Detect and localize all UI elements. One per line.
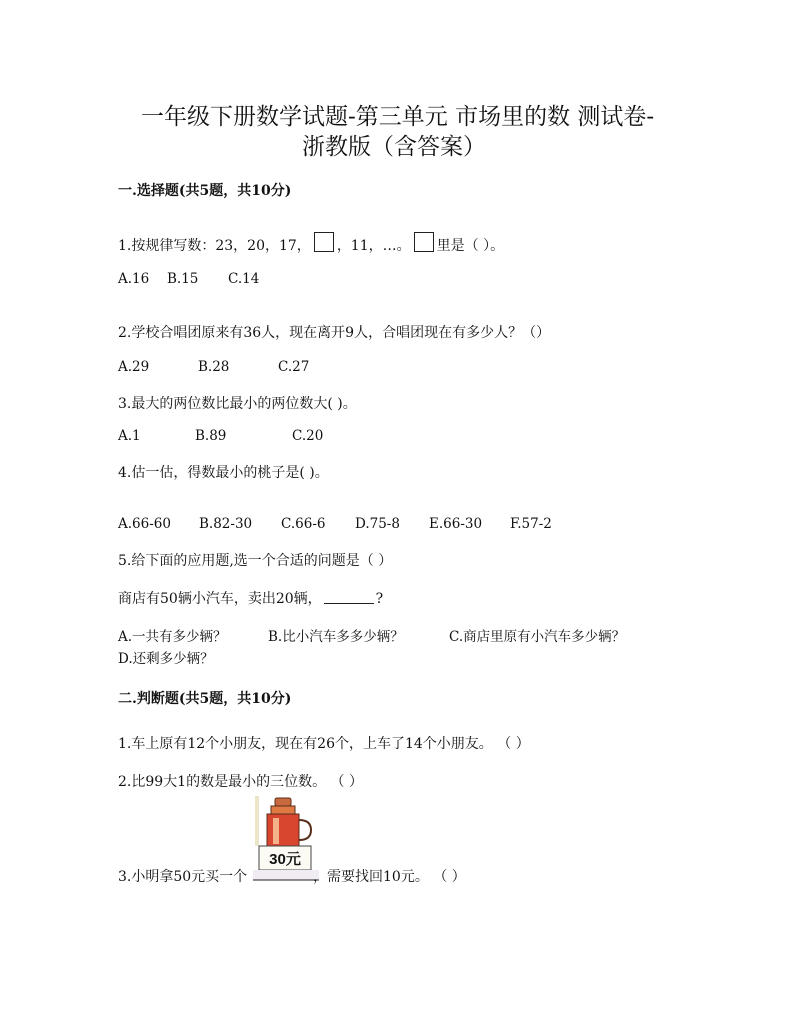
question-4-option-f: F.57-2	[510, 516, 552, 532]
judge-question-2: 2.比99大1的数是最小的三位数。 （ ）	[118, 774, 363, 790]
question-2-option-a: A.29	[118, 359, 150, 375]
question-2: 2.学校合唱团原来有36人，现在离开9人，合唱团现在有多少人？（）	[118, 325, 551, 341]
backdrop	[255, 796, 259, 846]
bottle-neck	[271, 806, 295, 814]
question-5-problem-end: ?	[375, 591, 384, 607]
answer-blank	[324, 591, 374, 604]
price-tag-text: 30元	[269, 851, 301, 868]
thermos-bottle-illustration	[253, 796, 319, 882]
question-1-option-c: C.14	[228, 271, 260, 287]
question-4-option-c: C.66-6	[281, 516, 326, 532]
bottle-handle	[299, 820, 311, 840]
question-1-option-b: B.15	[167, 271, 199, 287]
question-1-text-c: 里是（ ）。	[436, 238, 505, 254]
question-5-option-d: D.还剩多少辆？	[118, 651, 214, 667]
judge-question-3-end: ，需要找回10元。 （ ）	[313, 869, 466, 885]
question-5-option-a: A.一共有多少辆？	[118, 629, 227, 645]
question-2-option-b: B.28	[198, 359, 230, 375]
blank-box	[314, 232, 334, 252]
page-title-line2: 浙教版（含答案）	[302, 134, 486, 160]
question-1-text-a: 1.按规律写数：23，20，17，	[118, 238, 311, 254]
bottle-body	[267, 814, 299, 848]
question-4-option-a: A.66-60	[118, 516, 171, 532]
question-1-option-a: A.16	[118, 271, 150, 287]
section-heading-choice: 一.选择题(共5题，共10分)	[118, 183, 292, 199]
section-heading-judge: 二.判断题(共5题，共10分)	[118, 691, 292, 707]
question-5-option-b: B.比小汽车多多少辆？	[268, 629, 404, 645]
question-4: 4.估一估，得数最小的桃子是( )。	[118, 465, 329, 481]
question-5-option-c: C.商店里原有小汽车多少辆？	[449, 629, 626, 645]
question-5-problem	[118, 588, 383, 608]
bottle-cap	[275, 798, 291, 806]
bottle-highlight	[273, 818, 279, 844]
judge-question-1: 1.车上原有12个小朋友，现在有26个，上车了14个小朋友。 （ ）	[118, 736, 530, 752]
judge-question-3-start: 3.小明拿50元买一个	[118, 869, 248, 885]
blank-box	[414, 232, 434, 252]
question-3-option-b: B.89	[195, 428, 227, 444]
question-3-option-a: A.1	[118, 428, 141, 444]
question-1-text-b: ，11，…。	[336, 238, 411, 254]
question-5-problem-text: 商店有50辆小汽车，卖出20辆，	[118, 591, 322, 607]
question-5: 5.给下面的应用题,选一个合适的问题是（ ）	[118, 553, 393, 569]
question-4-option-e: E.66-30	[429, 516, 483, 532]
question-2-option-c: C.27	[278, 359, 310, 375]
question-3-option-c: C.20	[292, 428, 324, 444]
bottle-base	[253, 870, 319, 880]
page-title-line1: 一年级下册数学试题-第三单元 市场里的数 测试卷-	[141, 104, 655, 130]
question-1	[118, 232, 504, 255]
question-3: 3.最大的两位数比最小的两位数大( )。	[118, 396, 357, 412]
question-4-option-b: B.82-30	[199, 516, 253, 532]
question-4-option-d: D.75-8	[355, 516, 400, 532]
